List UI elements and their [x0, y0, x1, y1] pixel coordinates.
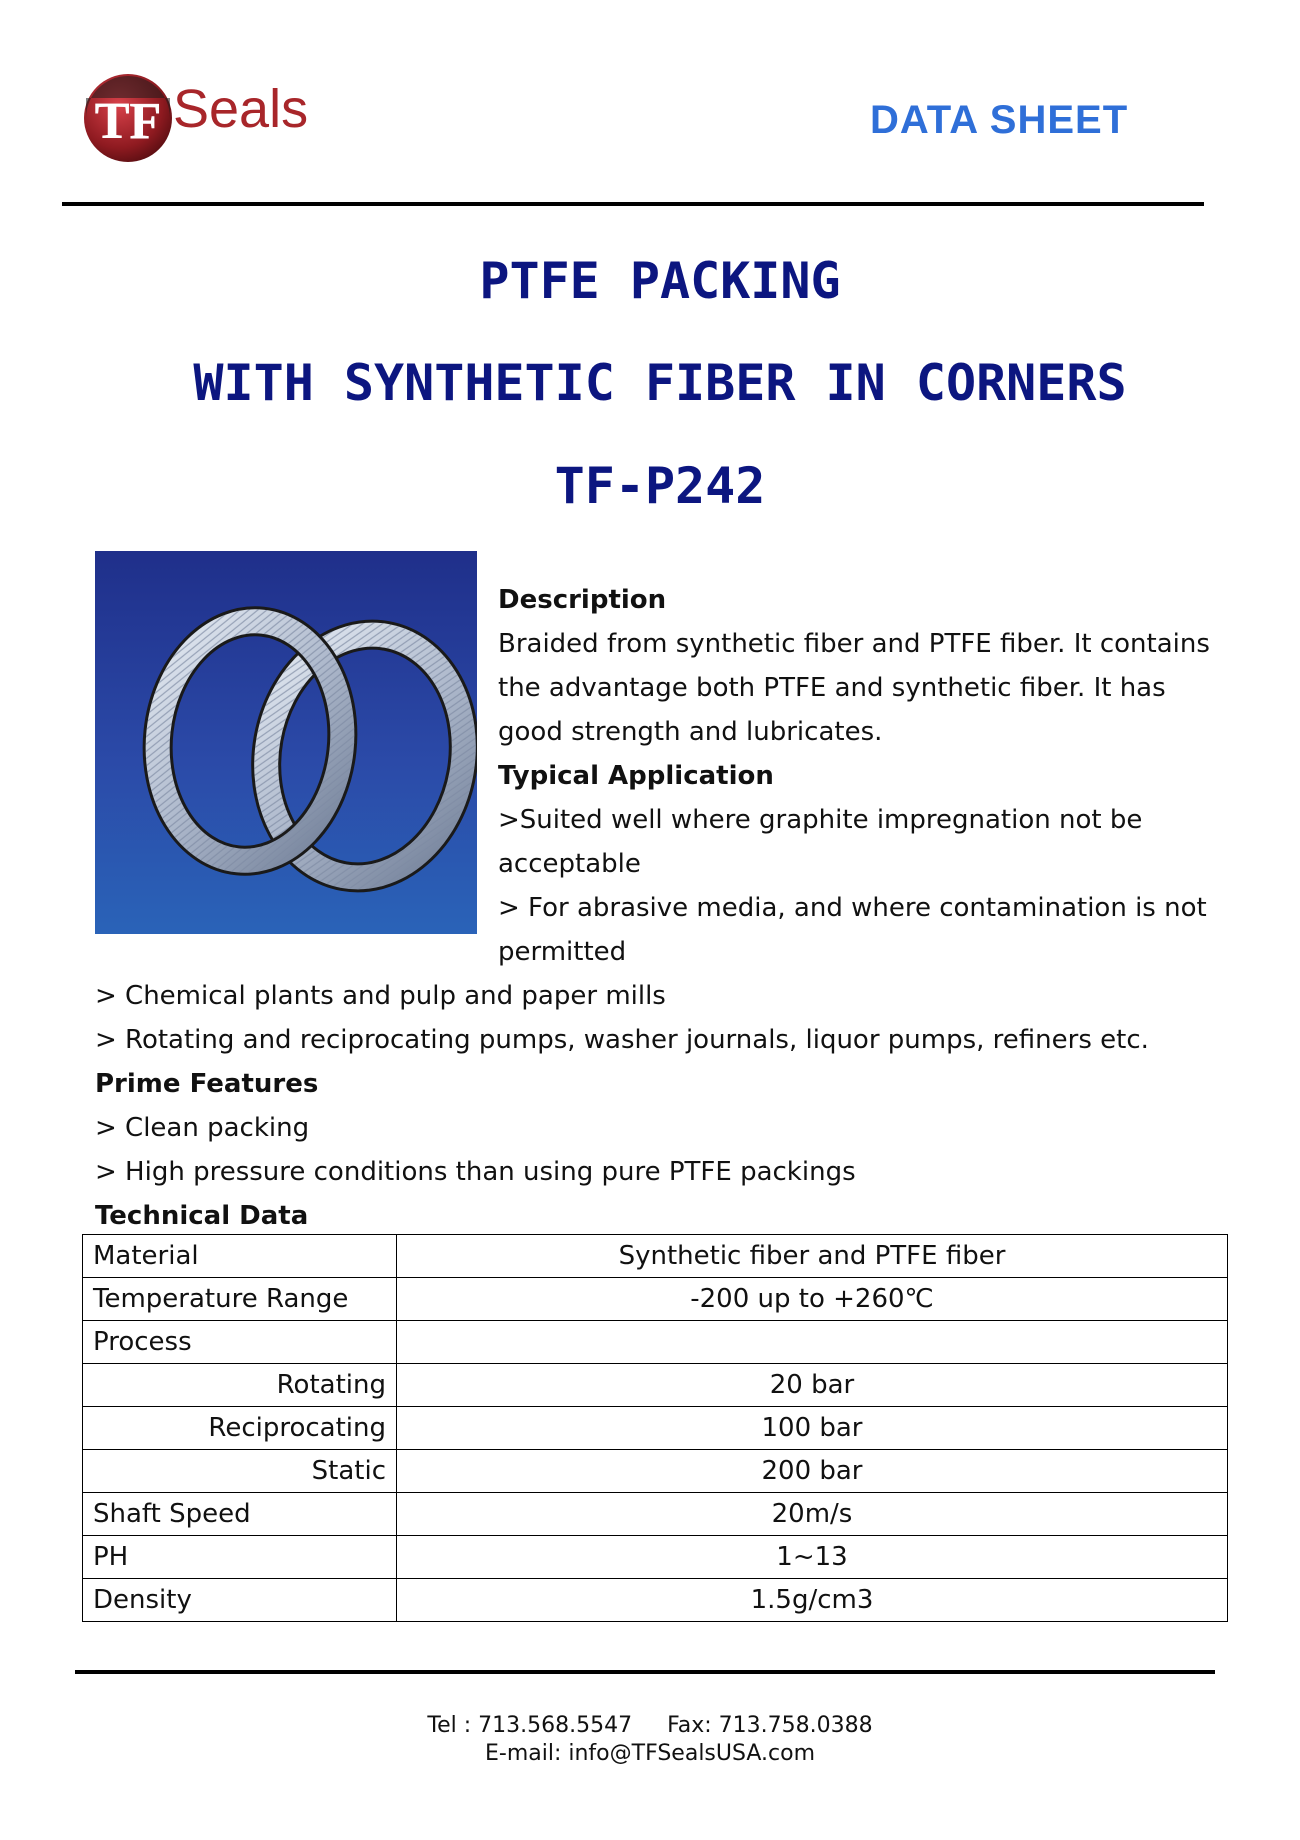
table-cell-value: 20m/s [397, 1493, 1228, 1536]
table-cell-value: 1.5g/cm3 [397, 1579, 1228, 1622]
table-cell-param: Density [83, 1579, 397, 1622]
logo-mark-text: TF [94, 93, 162, 150]
document-type-label: DATA SHEET [870, 98, 1129, 142]
table-row [83, 1235, 1228, 1278]
application-line: > For abrasive media, and where contamination is not [498, 893, 1207, 923]
phone-number: Tel : 713.568.5547 [427, 1713, 633, 1738]
table-cell-value: Synthetic fiber and PTFE fiber [397, 1235, 1228, 1278]
table-row [83, 1450, 1228, 1493]
table-cell-param: Reciprocating [83, 1407, 397, 1450]
technical-heading: Technical Data [95, 1201, 309, 1231]
table-cell-param: Process [83, 1321, 397, 1364]
header-divider [62, 202, 1204, 206]
contact-line [0, 1713, 1300, 1738]
logo-text: Seals [173, 79, 309, 139]
footer-divider [75, 1670, 1215, 1674]
table-cell-value [397, 1321, 1228, 1364]
table-row [83, 1278, 1228, 1321]
feature-line: > High pressure conditions than using pure PTFE packings [95, 1157, 856, 1187]
product-code: TF-P242 [554, 457, 766, 515]
application-line: > Rotating and reciprocating pumps, washer journals, liquor pumps, refiners etc. [95, 1025, 1149, 1055]
table-cell-param: Temperature Range [83, 1278, 397, 1321]
table-row [83, 1321, 1228, 1364]
company-logo [78, 68, 338, 168]
table-row [83, 1536, 1228, 1579]
table-cell-param: Rotating [83, 1364, 397, 1407]
feature-line: > Clean packing [95, 1113, 310, 1143]
application-line: acceptable [498, 849, 641, 879]
table-row [83, 1407, 1228, 1450]
table-cell-value: 1~13 [397, 1536, 1228, 1579]
table-cell-param: Static [83, 1450, 397, 1493]
features-heading: Prime Features [95, 1069, 319, 1099]
description-heading: Description [498, 585, 667, 615]
description-line: the advantage both PTFE and synthetic fiber. It has [498, 673, 1166, 703]
table-cell-value: 100 bar [397, 1407, 1228, 1450]
table-row [83, 1493, 1228, 1536]
product-photo [95, 551, 477, 934]
description-line: Braided from synthetic fiber and PTFE fiber. It contains [498, 629, 1210, 659]
table-cell-param: Material [83, 1235, 397, 1278]
application-line: > Chemical plants and pulp and paper mills [95, 981, 666, 1011]
application-heading: Typical Application [498, 761, 774, 791]
table-cell-value: 20 bar [397, 1364, 1228, 1407]
application-line: permitted [498, 937, 627, 967]
fax-number: Fax: 713.758.0388 [667, 1713, 873, 1738]
product-subtitle: WITH SYNTHETIC FIBER IN CORNERS [193, 354, 1127, 412]
table-row [83, 1364, 1228, 1407]
email-address: E-mail: info@TFSealsUSA.com [484, 1741, 816, 1766]
table-row [83, 1579, 1228, 1622]
product-title: PTFE PACKING [479, 252, 841, 310]
table-cell-value: -200 up to +260℃ [397, 1278, 1228, 1321]
table-cell-param: Shaft Speed [83, 1493, 397, 1536]
technical-data-table [82, 1234, 1228, 1622]
table-cell-value: 200 bar [397, 1450, 1228, 1493]
application-line: >Suited well where graphite impregnation not be [498, 805, 1143, 835]
table-cell-param: PH [83, 1536, 397, 1579]
logo-emblem-icon [78, 68, 178, 168]
description-line: good strength and lubricates. [498, 717, 883, 747]
